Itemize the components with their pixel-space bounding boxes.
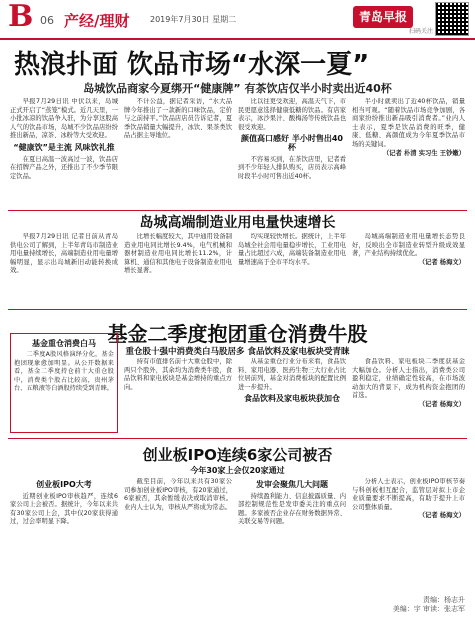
story3-col1-text: 二季度A股风格演绎分化，基金抱团现象愈加明显。从公开数据来看，基金二季度持仓前十大重仓股中，消费类个股占比较高，贵州茅台、五粮液等白酒股持续受到青睐。: [14, 351, 114, 393]
story3-subtitle: 食品饮料及家电板块获加仓: [244, 394, 340, 404]
editor-line-1: 责编：杨志升: [423, 596, 465, 604]
story3-col3-text: 从基金重仓行业分布来看，食品饮料、家用电器、医药生物三大行业占比位居前列，基金对消费板块的配置比例进一步提升。: [238, 358, 346, 391]
newspaper-logo: 青岛早报: [353, 6, 413, 28]
story2-column-2: [124, 233, 232, 305]
story1-col1b-text: 在夏日高温一波高过一波，饮品店在招牌产品之外，还推出了不少季节限定饮品。: [10, 155, 118, 180]
story1-col4-text: 半小时就卖出了近40杯饮品，销量相当可观。“随着饮品市场竞争加剧，各商家纷纷推出新品吸引消费者。”业内人士表示，夏季是饮品消费的旺季，健康、低糖、高颜值成为今年夏季饮品市场的关键词。: [352, 98, 465, 148]
page-number: 06: [40, 14, 54, 27]
story4-subtitle: 发审会聚焦几大问题: [256, 480, 328, 489]
story3-sidebar-box: [10, 333, 118, 433]
story2-column-4: [352, 233, 465, 305]
story1-subhead: 岛城饮品商家今夏绑开“健康牌” 有茶饮店仅半小时卖出近40杯: [83, 82, 392, 95]
story2-column-1: [10, 233, 118, 305]
story4-byline: （记者 杨海文）: [418, 512, 465, 520]
story3-column-4: [352, 358, 465, 436]
story4-col1-text: 近期创业板IPO审核趋严，连续6家公司上会被否。据统计，今年以来共有30家公司上会，其中仅20家获得通过，过会率明显下降。: [10, 492, 118, 526]
story4-col3-text: 持续盈利能力、信息披露质量、内部控制规范性是发审委关注的重点问题。多家被否企业存在财务数据异常、关联交易等问题。: [238, 492, 346, 526]
story4-headline: 创业板IPO连续6家公司被否: [142, 446, 333, 464]
qr-caption: 扫码关注: [408, 28, 433, 35]
story1-col2-text: 不计公益，据记者采访，“水大品牌今年推出了一款新的口味饮品，定价与之前持平。”饮品店店员告诉记者，夏季饮品销量大幅提升，冰饮、果茶类饮品占据主导地位。: [124, 98, 232, 140]
issue-date: 2019年7月30日 星期二: [150, 15, 237, 24]
story3-subhead: 重仓股十强中消费类白马股居多 食品饮料及家电板块受青睐: [125, 347, 350, 357]
story3-column-2: [124, 358, 232, 436]
story1-column-4: [352, 98, 465, 206]
story4-column-2: [124, 478, 232, 612]
story1-col1-text: 早报7月29日讯 中伏以来，岛城正式开启了“蒸笼”模式。近几天里，一小批冰凉的饮品争入驻，为分享这股高人气的饮品市场，岛城不少饮品店纷纷推出新品，凉茶、冰粉等大受欢迎。: [10, 98, 118, 140]
qr-code-icon[interactable]: [435, 2, 469, 36]
story4-column-4: [352, 478, 465, 588]
section-divider: [8, 438, 467, 439]
editor-line-2: 美编：宇 审读：张志军: [392, 605, 465, 613]
story3-col2-text: 持有市值排名前十大重仓股中，除两只个股外，其余均为消费类牛股，食品饮料和家电板块是基金增持的重点方向。: [124, 358, 232, 391]
story3-sidebar-title: 基金重仓消费白马: [32, 339, 96, 348]
story4-column-1: [10, 478, 118, 612]
story4-subhead: 今年30家上会仅20家通过: [190, 466, 285, 475]
story1-col3b-text: 不容易买到，在茶饮店里，记者看到不少年轻人排队购买，店员表示高峰时段半小时可售出近40杯。: [238, 155, 346, 180]
story2-col1-text: 早报7月29日讯 记者日前从青岛供电公司了解到，上半年青岛市制造业用电量持续增长，高端制造业用电量增幅明显，显示出岛城新旧动能转换成效。: [10, 233, 118, 275]
story3-col4-text: 食品饮料、家电板块二季度获基金大幅加仓。分析人士指出，消费类公司盈利稳定，业绩确定性较高，在市场波动加大的背景下，成为机构资金抱团的首选。: [352, 358, 465, 400]
story1-column-3: [238, 98, 346, 206]
story4-col1-title: 创业板IPO大考: [36, 480, 92, 489]
story2-col3-text: 均实现较快增长。据统计，上半年岛城全社会用电量稳步增长，工业用电量占比超过六成，高端装备制造业用电量增速高于全市平均水平。: [238, 233, 346, 266]
section-divider: [8, 210, 467, 211]
section-divider: [8, 309, 467, 310]
story2-byline: （记者 杨海文）: [418, 258, 465, 266]
story1-subtitle-2: 颜值高口感好 半小时售出40杯: [241, 134, 343, 152]
story4-column-3: [238, 478, 346, 612]
story1-column-1: [10, 98, 118, 206]
story2-headline: 岛城高端制造业用电量快速增长: [139, 215, 336, 231]
page-editor-credits: [393, 596, 465, 614]
story1-headline: 热浪扑面 饮品市场“水深一夏”: [14, 50, 370, 80]
story1-column-2: [124, 98, 232, 206]
section-letter: B: [8, 0, 34, 34]
story2-col2-text: 比增长幅度较大，其中通用设备制造业用电同比增长9.4%，电气机械和器材制造业用电同比增长11.2%，计算机、通信和其他电子设备制造业用电增长显著。: [124, 233, 232, 275]
story1-col3-text: 比以往更受欢迎，高温天气下，市民更愿意选择健康低糖的饮品。有店家表示，冰沙果汁、酸梅汤等传统饮品也很受欢迎。: [238, 98, 346, 131]
story3-byline: （记者 杨海文）: [418, 400, 465, 408]
story3-headline: 基金二季度抱团重仓消费牛股: [107, 322, 368, 346]
story1-subtitle-1: “健康饮”是主流 风味饮礼推: [13, 142, 115, 152]
page-masthead: [0, 0, 475, 40]
story3-column-3: [238, 358, 346, 436]
story2-col4-text: 岛城高端制造业用电量增长态势良好，反映出全市制造业转型升级成效显著，产业结构持续优化。: [352, 233, 465, 258]
story4-col2-text: 截至目前，今年以来共有30家公司参加创业板IPO审核，有20家通过，6家被否，其余暂缓表决或取消审核。业内人士认为，审核从严将成为常态。: [124, 478, 232, 511]
story4-col4-text: 分析人士表示，创业板IPO审核节奏与科创板相互配合，监管层对拟上市企业质量要求不断提高，有助于提升上市公司整体质量。: [352, 478, 465, 511]
section-name: 产经/理财: [64, 12, 130, 30]
story1-byline: （记者 朴清 实习生 王钞嫩）: [382, 149, 465, 157]
story2-column-3: [238, 233, 346, 305]
